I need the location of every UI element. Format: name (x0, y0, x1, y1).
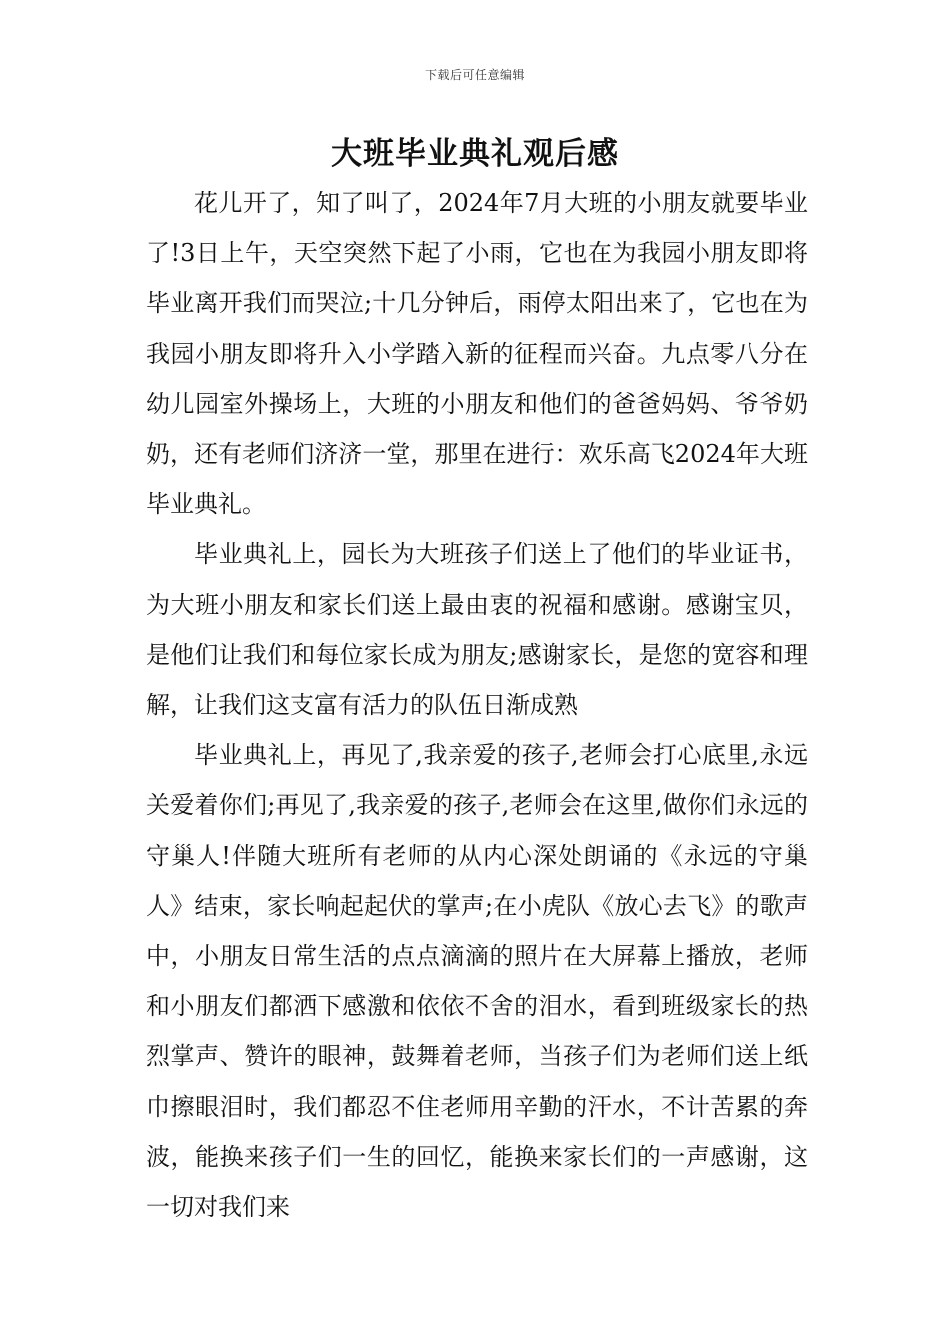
paragraph-1: 花儿开了，知了叫了，2024年7月大班的小朋友就要毕业了!3日上午，天空突然下起了小雨，它也在为我园小朋友即将毕业离开我们而哭泣;十几分钟后，雨停太阳出来了，它也在为我园小朋友即将升入小学踏入新的征程而兴奋。九点零八分在幼儿园室外操场上，大班的小朋友和他们的爸爸妈妈、爷爷奶奶，还有老师们济济一堂，那里在进行：欢乐高飞2024年大班毕业典礼。 (146, 189, 808, 519)
document-body (146, 178, 808, 1232)
paragraph-3: 毕业典礼上，再见了,我亲爱的孩子,老师会打心底里,永远关爱着你们;再见了,我亲爱的孩子,老师会在这里,做你们永远的守巢人!伴随大班所有老师的从内心深处朗诵的《永远的守巢人》结束，家长响起起伏的掌声;在小虎队《放心去飞》的歌声中，小朋友日常生活的点点滴滴的照片在大屏幕上播放，老师和小朋友们都洒下感激和依依不舍的泪水，看到班级家长的热烈掌声、赞许的眼神，鼓舞着老师，当孩子们为老师们送上纸巾擦眼泪时，我们都忍不住老师用辛勤的汗水，不计苦累的奔波，能换来孩子们一生的回忆，能换来家长们的一声感谢，这一切对我们来 (146, 741, 808, 1222)
header-note: 下载后可任意编辑 (424, 68, 525, 82)
paragraph-2: 毕业典礼上，园长为大班孩子们送上了他们的毕业证书，为大班小朋友和家长们送上最由衷的祝福和感谢。感谢宝贝，是他们让我们和每位家长成为朋友;感谢家长，是您的宽容和理解，让我们这支富有活力的队伍日渐成熟 (146, 540, 808, 720)
document-title: 大班毕业典礼观后感 (331, 136, 619, 172)
